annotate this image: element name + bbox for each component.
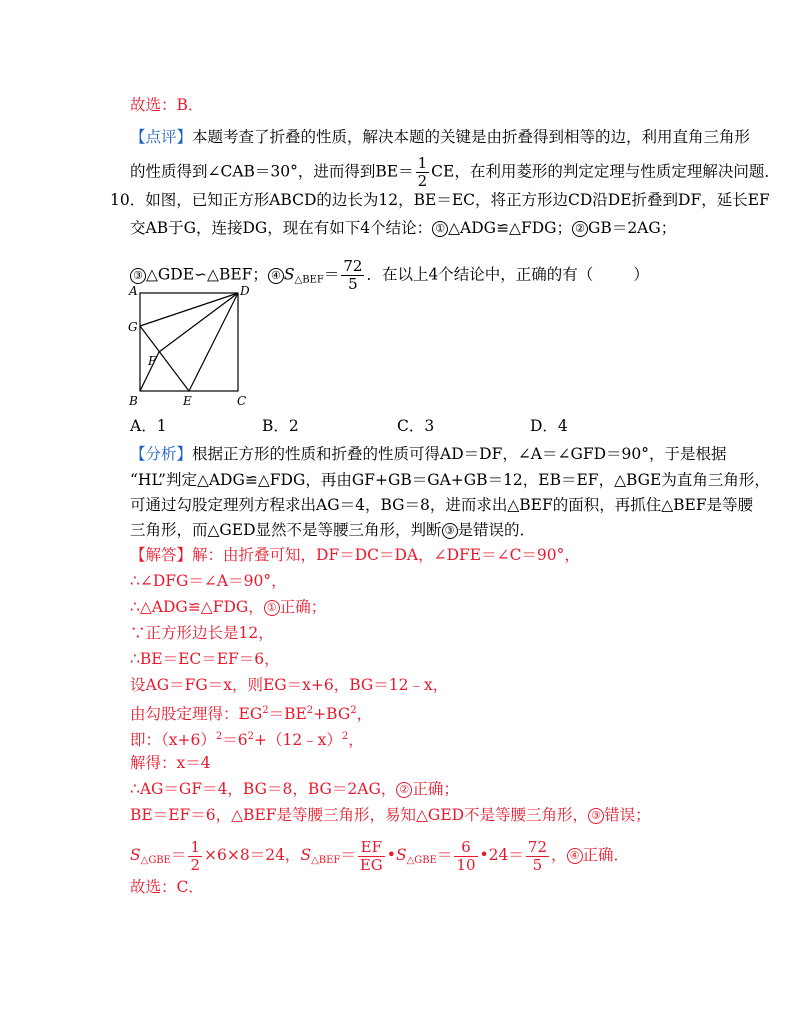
option-a: A．1 — [130, 417, 167, 435]
area-subscript-bef: △BEF — [311, 855, 341, 866]
analysis-tag: 【分析】 — [130, 445, 193, 463]
analysis-text-4a: 三角形，而△GED显然不是等腰三角形，判断 — [130, 521, 442, 539]
fraction-one-half — [188, 839, 202, 874]
fraction-denominator: EG — [359, 855, 383, 874]
solution-line-5: ∴BE＝EC＝EF＝6， — [130, 650, 280, 668]
solution-text-7a: 由勾股定理得：EG — [130, 705, 263, 723]
superscript-2: 2 — [215, 731, 223, 742]
fraction-denominator: 2 — [190, 855, 201, 874]
analysis-line-3: 可通过勾股定理列方程求出AG＝4，BG＝8，进而求出△BEF的面积，再抓住△BEF是等腰 — [130, 496, 754, 514]
circled-three: ③ — [442, 523, 458, 539]
fraction-ef-eg — [358, 839, 385, 874]
label-b: B — [129, 394, 138, 408]
solution-text-8d: ， — [348, 731, 364, 749]
fraction-denominator: 10 — [456, 855, 476, 874]
superscript-2: 2 — [350, 705, 357, 716]
solution-line-4: ∵正方形边长是12， — [130, 624, 274, 642]
comment-text-2a: 的性质得到∠CAB＝30°，进而得到BE＝ — [130, 162, 414, 181]
solution-text-12a: ×6×8＝24， — [204, 846, 301, 864]
label-a: A — [129, 285, 138, 298]
solution-line-10 — [130, 779, 459, 799]
superscript-2: 2 — [341, 731, 349, 742]
circled-two: ② — [396, 782, 412, 798]
solution-text-8b: ＝6 — [222, 731, 248, 749]
fraction-numerator: EF — [358, 839, 385, 857]
label-c: C — [237, 394, 247, 408]
area-symbol: S — [395, 846, 407, 864]
equals-sign: ＝ — [170, 846, 187, 864]
circled-two: ② — [572, 221, 588, 237]
superscript-2: 2 — [247, 731, 254, 742]
solution-line-12 — [130, 838, 629, 878]
conclusion-3: △GDE∽△BEF； — [146, 265, 268, 284]
solution-line-6: 设AG＝FG＝x，则EG＝x+6，BG＝12﹣x， — [130, 676, 449, 694]
question-text-2: 交AB于G，连接DG，现在有如下4个结论： — [130, 219, 433, 237]
analysis-line-2: “HL”判定△ADG≌△FDG，再由GF+GB＝GA+GB＝12，EB＝EF，△BGE为直角三角形， — [130, 471, 770, 489]
segment-df — [159, 293, 238, 352]
solution-text-10b: 正确； — [412, 780, 459, 798]
area-symbol: S — [283, 265, 295, 284]
label-d: D — [240, 285, 250, 298]
solution-line-9: 解得：x＝4 — [130, 754, 211, 772]
label-g: G — [128, 320, 138, 334]
solution-line-1 — [130, 545, 580, 565]
previous-answer: 故选：B． — [130, 96, 204, 114]
solution-tag: 【解答】 — [130, 546, 193, 564]
area-symbol: S — [130, 846, 141, 864]
fraction-denominator: 5 — [348, 275, 358, 293]
analysis-line-4 — [130, 520, 535, 540]
segment-de — [189, 293, 238, 391]
fraction-6-10 — [454, 839, 477, 874]
square-fold-figure — [128, 285, 258, 410]
circled-one: ① — [432, 221, 448, 237]
comment-text: 本题考查了折叠的性质，解决本题的关键是由折叠得到相等的边，利用直角三角形 — [192, 128, 751, 146]
option-d: D．4 — [530, 417, 568, 435]
question-number: 10． — [110, 191, 146, 209]
question-prompt: ．在以上4个结论中，正确的有（ — [366, 265, 594, 284]
square-abcd — [140, 293, 238, 391]
solution-text-7b: ＝BE — [268, 705, 307, 723]
solution-text-8a: 即：（x+6） — [130, 731, 216, 749]
option-b: B．2 — [262, 417, 299, 435]
fraction-72-5 — [526, 839, 549, 874]
solution-line-8 — [130, 727, 364, 750]
solution-line-11 — [130, 805, 651, 825]
equals-sign: ＝ — [340, 846, 356, 864]
comment-paragraph-2 — [130, 155, 780, 190]
segment-dg — [140, 293, 238, 326]
fraction-numerator: 6 — [454, 839, 477, 857]
conclusion-1: △ADG≌△FDG； — [448, 219, 573, 237]
circled-four: ④ — [268, 268, 284, 284]
solution-text-8c: +（12﹣x） — [253, 731, 342, 749]
equals-sign: ＝ — [323, 265, 340, 284]
comma: ， — [551, 846, 567, 864]
solution-text-10: ∴AG＝GF＝4，BG＝8，BG＝2AG， — [130, 780, 397, 798]
solution-text-12b: •24 — [479, 846, 509, 864]
fraction-72-5 — [341, 258, 364, 293]
fraction-numerator: 1 — [417, 154, 428, 172]
comment-tag: 【点评】 — [130, 128, 193, 146]
fraction-numerator: 1 — [190, 837, 201, 856]
fraction-numerator: 72 — [343, 257, 363, 275]
fraction-denominator: 2 — [417, 172, 428, 190]
solution-text-7d: ， — [356, 705, 373, 723]
equals-sign: ＝ — [508, 846, 524, 864]
analysis-line-1 — [130, 444, 727, 464]
comment-text-2b: ，在利用菱形的判定定理与性质定理解决问题． — [454, 162, 780, 181]
conclusion-2: GB＝2AG； — [588, 219, 677, 237]
fraction-denominator: 5 — [532, 855, 543, 874]
label-e: E — [183, 394, 192, 408]
superscript-2: 2 — [262, 705, 269, 716]
superscript-2: 2 — [306, 705, 314, 716]
comment-paragraph — [130, 127, 750, 147]
question-line-2 — [130, 218, 676, 238]
question-close-paren: ） — [633, 265, 649, 284]
solution-line-7 — [130, 701, 372, 724]
dot-operator: • — [386, 846, 396, 864]
solution-text-3b: 正确； — [279, 598, 327, 616]
solution-line-13: 故选：C． — [130, 878, 204, 896]
area-subscript-gbe: △GBE — [140, 855, 171, 866]
area-subscript: △BEF — [294, 274, 324, 286]
fraction-one-half — [416, 155, 430, 190]
solution-text-12d: 正确． — [582, 846, 630, 864]
solution-text-7c: +BG — [313, 705, 351, 723]
label-f: F — [148, 354, 157, 368]
solution-line-2: ∴∠DFG＝∠A＝90°， — [130, 572, 287, 590]
solution-text-11b: 错误； — [604, 806, 651, 824]
solution-text-1: 解：由折叠可知，DF＝DC＝DA，∠DFE＝∠C＝90°， — [192, 546, 580, 564]
question-line-1 — [110, 190, 770, 210]
area-subscript-gbe: △GBE — [406, 855, 437, 866]
equals-sign: ＝ — [436, 846, 453, 864]
circled-one: ① — [264, 600, 280, 616]
circled-three: ③ — [130, 268, 146, 284]
question-text-1: 如图，已知正方形ABCD的边长为12，BE＝EC，将正方形边CD沿DE折叠到DF，延长EF — [145, 191, 770, 209]
analysis-text-4b: 是错误的． — [457, 521, 536, 539]
solution-line-3 — [130, 597, 326, 617]
analysis-text-1: 根据正方形的性质和折叠的性质可得AD＝DF，∠A＝∠GFD＝90°，于是根据 — [192, 445, 727, 463]
ce-text: CE — [431, 162, 455, 181]
circled-three: ③ — [588, 808, 604, 824]
area-symbol: S — [300, 846, 312, 864]
option-c: C．3 — [397, 417, 435, 435]
circled-four: ④ — [567, 848, 583, 864]
solution-text-11: BE＝EF＝6，△BEF是等腰三角形，易知△GED不是等腰三角形， — [130, 806, 589, 824]
fraction-numerator: 72 — [527, 837, 547, 856]
solution-text-3: ∴△ADG≌△FDG， — [130, 598, 264, 616]
